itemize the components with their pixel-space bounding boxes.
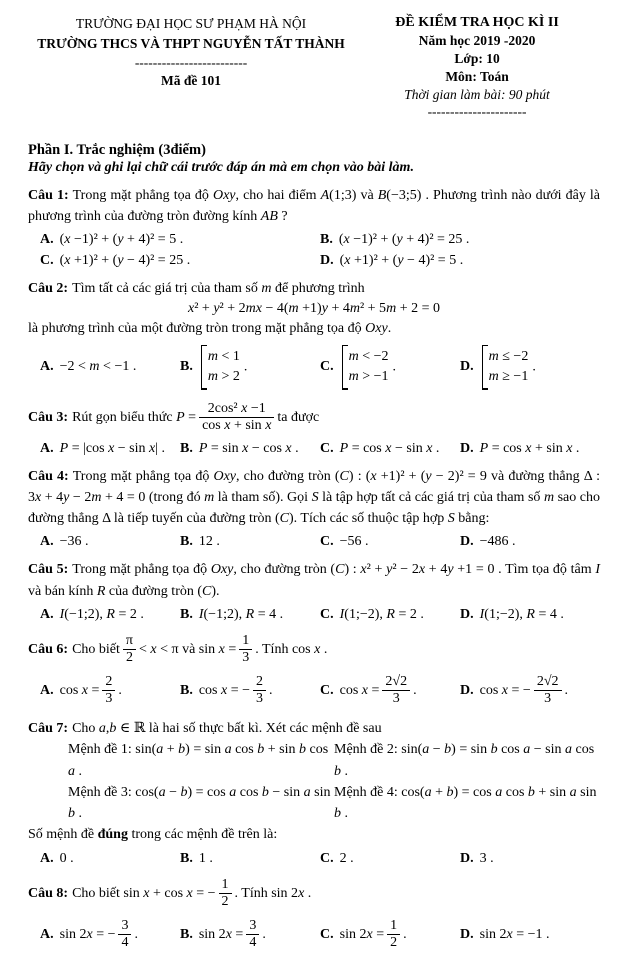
q7-option-b-label: B.	[180, 850, 193, 866]
question-1-statement	[28, 185, 600, 228]
q6-option-b-post: .	[269, 683, 273, 699]
q2-option-d-label: D.	[460, 359, 474, 375]
question-7-options	[28, 851, 600, 867]
q2-option-a-label: A.	[40, 359, 54, 375]
q5-option-d-label: D.	[460, 606, 474, 622]
q2-option-b-post: .	[243, 359, 248, 375]
question-3-fraction	[199, 401, 274, 435]
q6-option-d-num: 2√2	[534, 674, 562, 692]
q6-option-a-num: 2	[102, 674, 115, 692]
q3-option-b-text: P = sin x − cos x .	[198, 440, 299, 456]
question-7-text: Cho a,b ∈ ℝ là hai số thực bất kì. Xét các mệnh đề sau	[72, 720, 382, 736]
q3-option-c-text: P = cos x − sin x .	[339, 440, 440, 456]
exam-duration: Thời gian làm bài: 90 phút	[404, 86, 550, 102]
q5-option-b	[180, 607, 320, 623]
q6-option-a	[40, 673, 180, 709]
q6-option-b-den: 3	[256, 691, 264, 707]
question-1-label: Câu 1:	[28, 187, 69, 203]
q1-option-a-text: (x −1)² + (y + 4)² = 5 .	[59, 232, 184, 248]
q4-option-a-text: −36 .	[59, 534, 89, 550]
q3-option-c-label: C.	[320, 440, 334, 456]
question-3-label: Câu 3:	[28, 409, 69, 425]
question-7-label: Câu 7:	[28, 720, 69, 736]
question-8	[28, 876, 600, 953]
school-year: Năm học 2019 -2020	[418, 33, 536, 49]
question-2-label: Câu 2:	[28, 281, 69, 297]
q8-option-a-num: 3	[118, 918, 131, 936]
q7-option-d-text: 3 .	[479, 850, 494, 866]
q2-option-d-post: .	[532, 359, 536, 375]
q8-option-a-label: A.	[40, 926, 54, 942]
q1-option-b-label: B.	[320, 232, 333, 248]
question-6-post: . Tính cos x .	[255, 642, 328, 658]
q7-statement-2-name: Mệnh đề 2:	[334, 742, 398, 758]
q6-option-a-label: A.	[40, 683, 54, 699]
q8-option-b-den: 4	[249, 935, 257, 951]
q7-option-c-text: 2 .	[339, 850, 354, 866]
q6-option-c-den: 3	[392, 691, 400, 707]
q2-option-b-case2: m > 2	[207, 369, 240, 385]
q5-option-a-text: I(−1;2), R = 2 .	[59, 606, 144, 622]
q2-option-c	[320, 344, 460, 391]
q1-option-c-text: (x +1)² + (y − 4)² = 25 .	[59, 253, 191, 269]
q4-option-d-text: −486 .	[479, 534, 516, 550]
q4-option-b-label: B.	[180, 534, 193, 550]
exam-header	[28, 14, 600, 120]
q7-option-b	[180, 851, 320, 867]
question-6-fraction-1-den: 2	[125, 650, 133, 666]
q3-option-c	[320, 441, 460, 457]
question-7-conclusion	[28, 824, 600, 845]
q2-option-a	[40, 359, 180, 375]
question-5-statement	[28, 559, 600, 602]
question-8-fraction-den: 2	[221, 894, 229, 910]
q8-option-a-post: .	[134, 926, 138, 942]
q7-statement-3	[68, 782, 334, 825]
q2-option-c-label: C.	[320, 359, 334, 375]
q7-statement-4	[334, 782, 600, 825]
q3-option-d	[460, 441, 600, 457]
q7-option-a	[40, 851, 180, 867]
q1-option-a-label: A.	[40, 232, 54, 248]
q5-option-c-label: C.	[320, 606, 334, 622]
q6-option-a-pre: cos x =	[59, 683, 100, 699]
q6-option-b-fraction	[253, 674, 266, 708]
question-7-statement	[28, 718, 600, 739]
q1-option-d-label: D.	[320, 253, 334, 269]
q4-option-a-label: A.	[40, 534, 54, 550]
question-3	[28, 400, 600, 457]
q8-option-b-post: .	[262, 926, 266, 942]
question-7-statements-row1	[28, 739, 600, 782]
question-8-options	[28, 917, 600, 953]
question-5	[28, 559, 600, 623]
q4-option-b-text: 12 .	[198, 534, 220, 550]
q5-option-b-text: I(−1;2), R = 4 .	[198, 606, 284, 622]
question-5-text: Trong mặt phẳng tọa độ Oxy, cho đường tròn (C) : x² + y² − 2x + 4y +1 = 0 . Tìm tọa độ tâm I và bán kính R của đường tròn (C).	[28, 562, 601, 599]
header-right	[354, 14, 600, 120]
q6-option-d	[460, 673, 600, 709]
q8-option-d-label: D.	[460, 926, 474, 942]
q6-option-c-post: .	[413, 683, 417, 699]
q2-option-b-cases	[201, 345, 242, 390]
question-5-options	[28, 607, 600, 623]
q8-option-c	[320, 917, 460, 953]
part1-heading: Phần I. Trắc nghiệm (3điểm)	[28, 141, 206, 158]
q3-option-b	[180, 441, 320, 457]
q8-option-c-label: C.	[320, 926, 334, 942]
q4-option-c	[320, 534, 460, 550]
header-left	[28, 14, 354, 120]
subject: Môn: Toán	[445, 69, 509, 85]
q8-option-c-post: .	[403, 926, 407, 942]
q6-option-d-pre: cos x = −	[479, 683, 531, 699]
question-8-pre: Cho biết sin x + cos x = −	[72, 885, 216, 901]
q8-option-c-num: 1	[387, 918, 400, 936]
q8-option-b	[180, 917, 320, 953]
q3-option-d-label: D.	[460, 440, 474, 456]
question-6-fraction-2	[239, 633, 252, 667]
question-1	[28, 185, 600, 270]
q7-option-a-text: 0 .	[59, 850, 74, 866]
question-3-post: ta được	[277, 409, 320, 425]
q2-option-d-case2: m ≥ −1	[488, 369, 529, 385]
q7-option-b-text: 1 .	[198, 850, 213, 866]
q8-option-d	[460, 927, 600, 943]
grade: Lớp: 10	[454, 51, 500, 67]
question-3-pre: Rút gọn biểu thức P =	[72, 409, 197, 425]
q6-option-d-den: 3	[544, 691, 552, 707]
school-name: TRƯỜNG THCS VÀ THPT NGUYỄN TẤT THÀNH	[37, 36, 345, 52]
question-6-fraction-2-den: 3	[242, 650, 250, 666]
question-2-intro: Tìm tất cả các giá trị của tham số m để phương trình	[72, 281, 365, 297]
q3-option-b-label: B.	[180, 440, 193, 456]
question-3-fraction-den: cos x + sin x	[202, 418, 272, 434]
q7-conclusion-pre: Số mệnh đề	[28, 827, 98, 843]
q1-option-c-label: C.	[40, 253, 54, 269]
part1-instruction: Hãy chọn và ghi lại chữ cái trước đáp án mà em chọn vào bài làm.	[28, 159, 414, 175]
q8-option-b-num: 3	[246, 918, 259, 936]
q2-option-b-case1: m < 1	[207, 348, 240, 364]
question-6-pre: Cho biết	[72, 642, 120, 658]
question-2-statement	[28, 278, 600, 299]
question-1-text: Trong mặt phẳng tọa độ Oxy, cho hai điểm A(1;3) và B(−3;5) . Phương trình nào dưới đây là phương trình của đường tròn đường kính AB ?	[28, 187, 600, 225]
q8-option-b-label: B.	[180, 926, 193, 942]
q7-statement-3-formula: cos(a − b) = cos a cos b − sin a sin b .	[68, 784, 331, 822]
q2-option-c-cases	[342, 345, 391, 390]
q7-option-a-label: A.	[40, 850, 54, 866]
q5-option-a	[40, 607, 180, 623]
q6-option-a-post: .	[118, 683, 122, 699]
header-right-divider: ----------------------	[427, 103, 527, 119]
q2-option-b-label: B.	[180, 359, 193, 375]
q4-option-c-label: C.	[320, 534, 334, 550]
q4-option-d	[460, 534, 600, 550]
exam-title: ĐỀ KIỂM TRA HỌC KÌ II	[395, 15, 559, 30]
q8-option-c-den: 2	[390, 935, 398, 951]
question-8-statement	[28, 876, 600, 912]
q6-option-a-fraction	[102, 674, 115, 708]
question-3-fraction-num: 2cos² x −1	[199, 401, 274, 419]
q5-option-c	[320, 607, 460, 623]
question-2-options	[28, 344, 600, 391]
q7-statement-4-name: Mệnh đề 4:	[334, 784, 398, 800]
question-6-options	[28, 673, 600, 709]
question-8-post: . Tính sin 2x .	[234, 885, 312, 901]
university-name: TRƯỜNG ĐẠI HỌC SƯ PHẠM HÀ NỘI	[75, 16, 307, 31]
q3-option-a-text: P = |cos x − sin x| .	[59, 440, 166, 456]
exam-code: Mã đề 101	[161, 72, 222, 88]
q6-option-b-label: B.	[180, 683, 193, 699]
q5-option-d	[460, 607, 600, 623]
q7-conclusion-post: trong các mệnh đề trên là:	[127, 827, 278, 843]
question-8-fraction-num: 1	[219, 877, 232, 895]
question-2-outro: là phương trình của một đường tròn trong mặt phẳng tọa độ Oxy.	[28, 320, 392, 336]
q2-option-d-cases	[482, 345, 531, 390]
question-4-text: Trong mặt phẳng tọa độ Oxy, cho đường tròn (C) : (x +1)² + (y − 2)² = 9 và đường thẳng Δ : 3x + 4y − 2m + 4 = 0 (trong đó m là tham số). Gọi S là tập hợp tất cả các giá trị của tham số m sao cho đường thẳng Δ là tiếp tuyến của đường tròn (C). Tích các số thuộc tập hợp S bằng:	[28, 468, 601, 527]
q8-option-a	[40, 917, 180, 953]
q6-option-d-post: .	[564, 683, 568, 699]
q4-option-b	[180, 534, 320, 550]
q3-option-d-text: P = cos x + sin x .	[479, 440, 580, 456]
question-6-fraction-1	[123, 633, 136, 667]
q8-option-b-pre: sin 2x =	[198, 926, 244, 942]
q1-option-d-text: (x +1)² + (y − 4)² = 5 .	[339, 253, 464, 269]
q2-option-a-text: −2 < m < −1 .	[59, 359, 137, 375]
q8-option-b-fraction	[246, 918, 259, 952]
q1-option-b-text: (x −1)² + (y + 4)² = 25 .	[338, 232, 470, 248]
q7-statement-3-name: Mệnh đề 3:	[68, 784, 132, 800]
q7-option-d	[460, 851, 600, 867]
q6-option-b-pre: cos x = −	[198, 683, 251, 699]
question-6-label: Câu 6:	[28, 642, 69, 658]
q7-option-c	[320, 851, 460, 867]
q8-option-a-pre: sin 2x = −	[59, 926, 116, 942]
q5-option-a-label: A.	[40, 606, 54, 622]
question-8-label: Câu 8:	[28, 885, 69, 901]
q4-option-a	[40, 534, 180, 550]
q6-option-b-num: 2	[253, 674, 266, 692]
q6-option-b	[180, 673, 320, 709]
q7-option-c-label: C.	[320, 850, 334, 866]
question-3-options	[28, 441, 600, 457]
question-4-options	[28, 534, 600, 550]
q1-option-a	[40, 232, 320, 248]
q5-option-d-text: I(1;−2), R = 4 .	[479, 606, 564, 622]
q7-statement-1-formula: sin(a + b) = sin a cos b + sin b cos a .	[68, 742, 329, 779]
q1-option-c	[40, 253, 320, 269]
q7-statement-2-formula: sin(a − b) = sin b cos a − sin a cos b .	[334, 742, 595, 779]
q6-option-d-fraction	[534, 674, 562, 708]
question-4-label: Câu 4:	[28, 468, 69, 484]
question-6-fraction-1-num: π	[123, 633, 136, 651]
question-2-equation: x² + y² + 2mx − 4(m +1)y + 4m² + 5m + 2 = 0	[188, 300, 440, 316]
question-1-options-row2	[28, 253, 600, 269]
q8-option-c-pre: sin 2x =	[339, 926, 385, 942]
q7-statement-1	[68, 739, 334, 782]
q6-option-c-fraction	[382, 674, 410, 708]
q2-option-b	[180, 344, 320, 391]
q2-option-c-case1: m < −2	[348, 348, 389, 364]
question-6-fraction-2-num: 1	[239, 633, 252, 651]
q5-option-b-label: B.	[180, 606, 193, 622]
question-7	[28, 718, 600, 867]
question-2	[28, 278, 600, 390]
q4-option-c-text: −56 .	[339, 534, 369, 550]
question-7-statements-row2	[28, 782, 600, 825]
header-left-divider: -------------------------	[134, 54, 248, 70]
q8-option-d-text: sin 2x = −1 .	[479, 926, 550, 942]
q6-option-a-den: 3	[105, 691, 113, 707]
q6-option-d-label: D.	[460, 683, 474, 699]
question-6	[28, 632, 600, 709]
q4-option-d-label: D.	[460, 534, 474, 550]
question-3-statement	[28, 400, 600, 436]
q6-option-c-num: 2√2	[382, 674, 410, 692]
q7-option-d-label: D.	[460, 850, 474, 866]
question-6-mid: < x < π và sin x =	[138, 642, 237, 658]
question-6-statement	[28, 632, 600, 668]
q2-option-d	[460, 344, 600, 391]
q1-option-b	[320, 232, 600, 248]
q1-option-d	[320, 253, 600, 269]
q7-statement-4-formula: cos(a + b) = cos a cos b + sin a sin b .	[334, 784, 597, 822]
question-1-options-row1	[28, 232, 600, 248]
question-8-fraction	[219, 877, 232, 911]
q3-option-a-label: A.	[40, 440, 54, 456]
question-4-statement	[28, 466, 600, 530]
q8-option-a-den: 4	[121, 935, 129, 951]
q6-option-c	[320, 673, 460, 709]
q7-statement-2	[334, 739, 600, 782]
q6-option-c-label: C.	[320, 683, 334, 699]
q2-option-c-post: .	[392, 359, 397, 375]
q2-option-d-case1: m ≤ −2	[488, 348, 529, 364]
question-5-label: Câu 5:	[28, 562, 69, 578]
q6-option-c-pre: cos x =	[339, 683, 380, 699]
q7-statement-1-name: Mệnh đề 1:	[68, 742, 132, 758]
q8-option-a-fraction	[118, 918, 131, 952]
q7-conclusion-bold: đúng	[97, 827, 128, 843]
q2-option-c-case2: m > −1	[348, 369, 389, 385]
q5-option-c-text: I(1;−2), R = 2 .	[339, 606, 424, 622]
question-4	[28, 466, 600, 551]
q8-option-c-fraction	[387, 918, 400, 952]
q3-option-a	[40, 441, 180, 457]
